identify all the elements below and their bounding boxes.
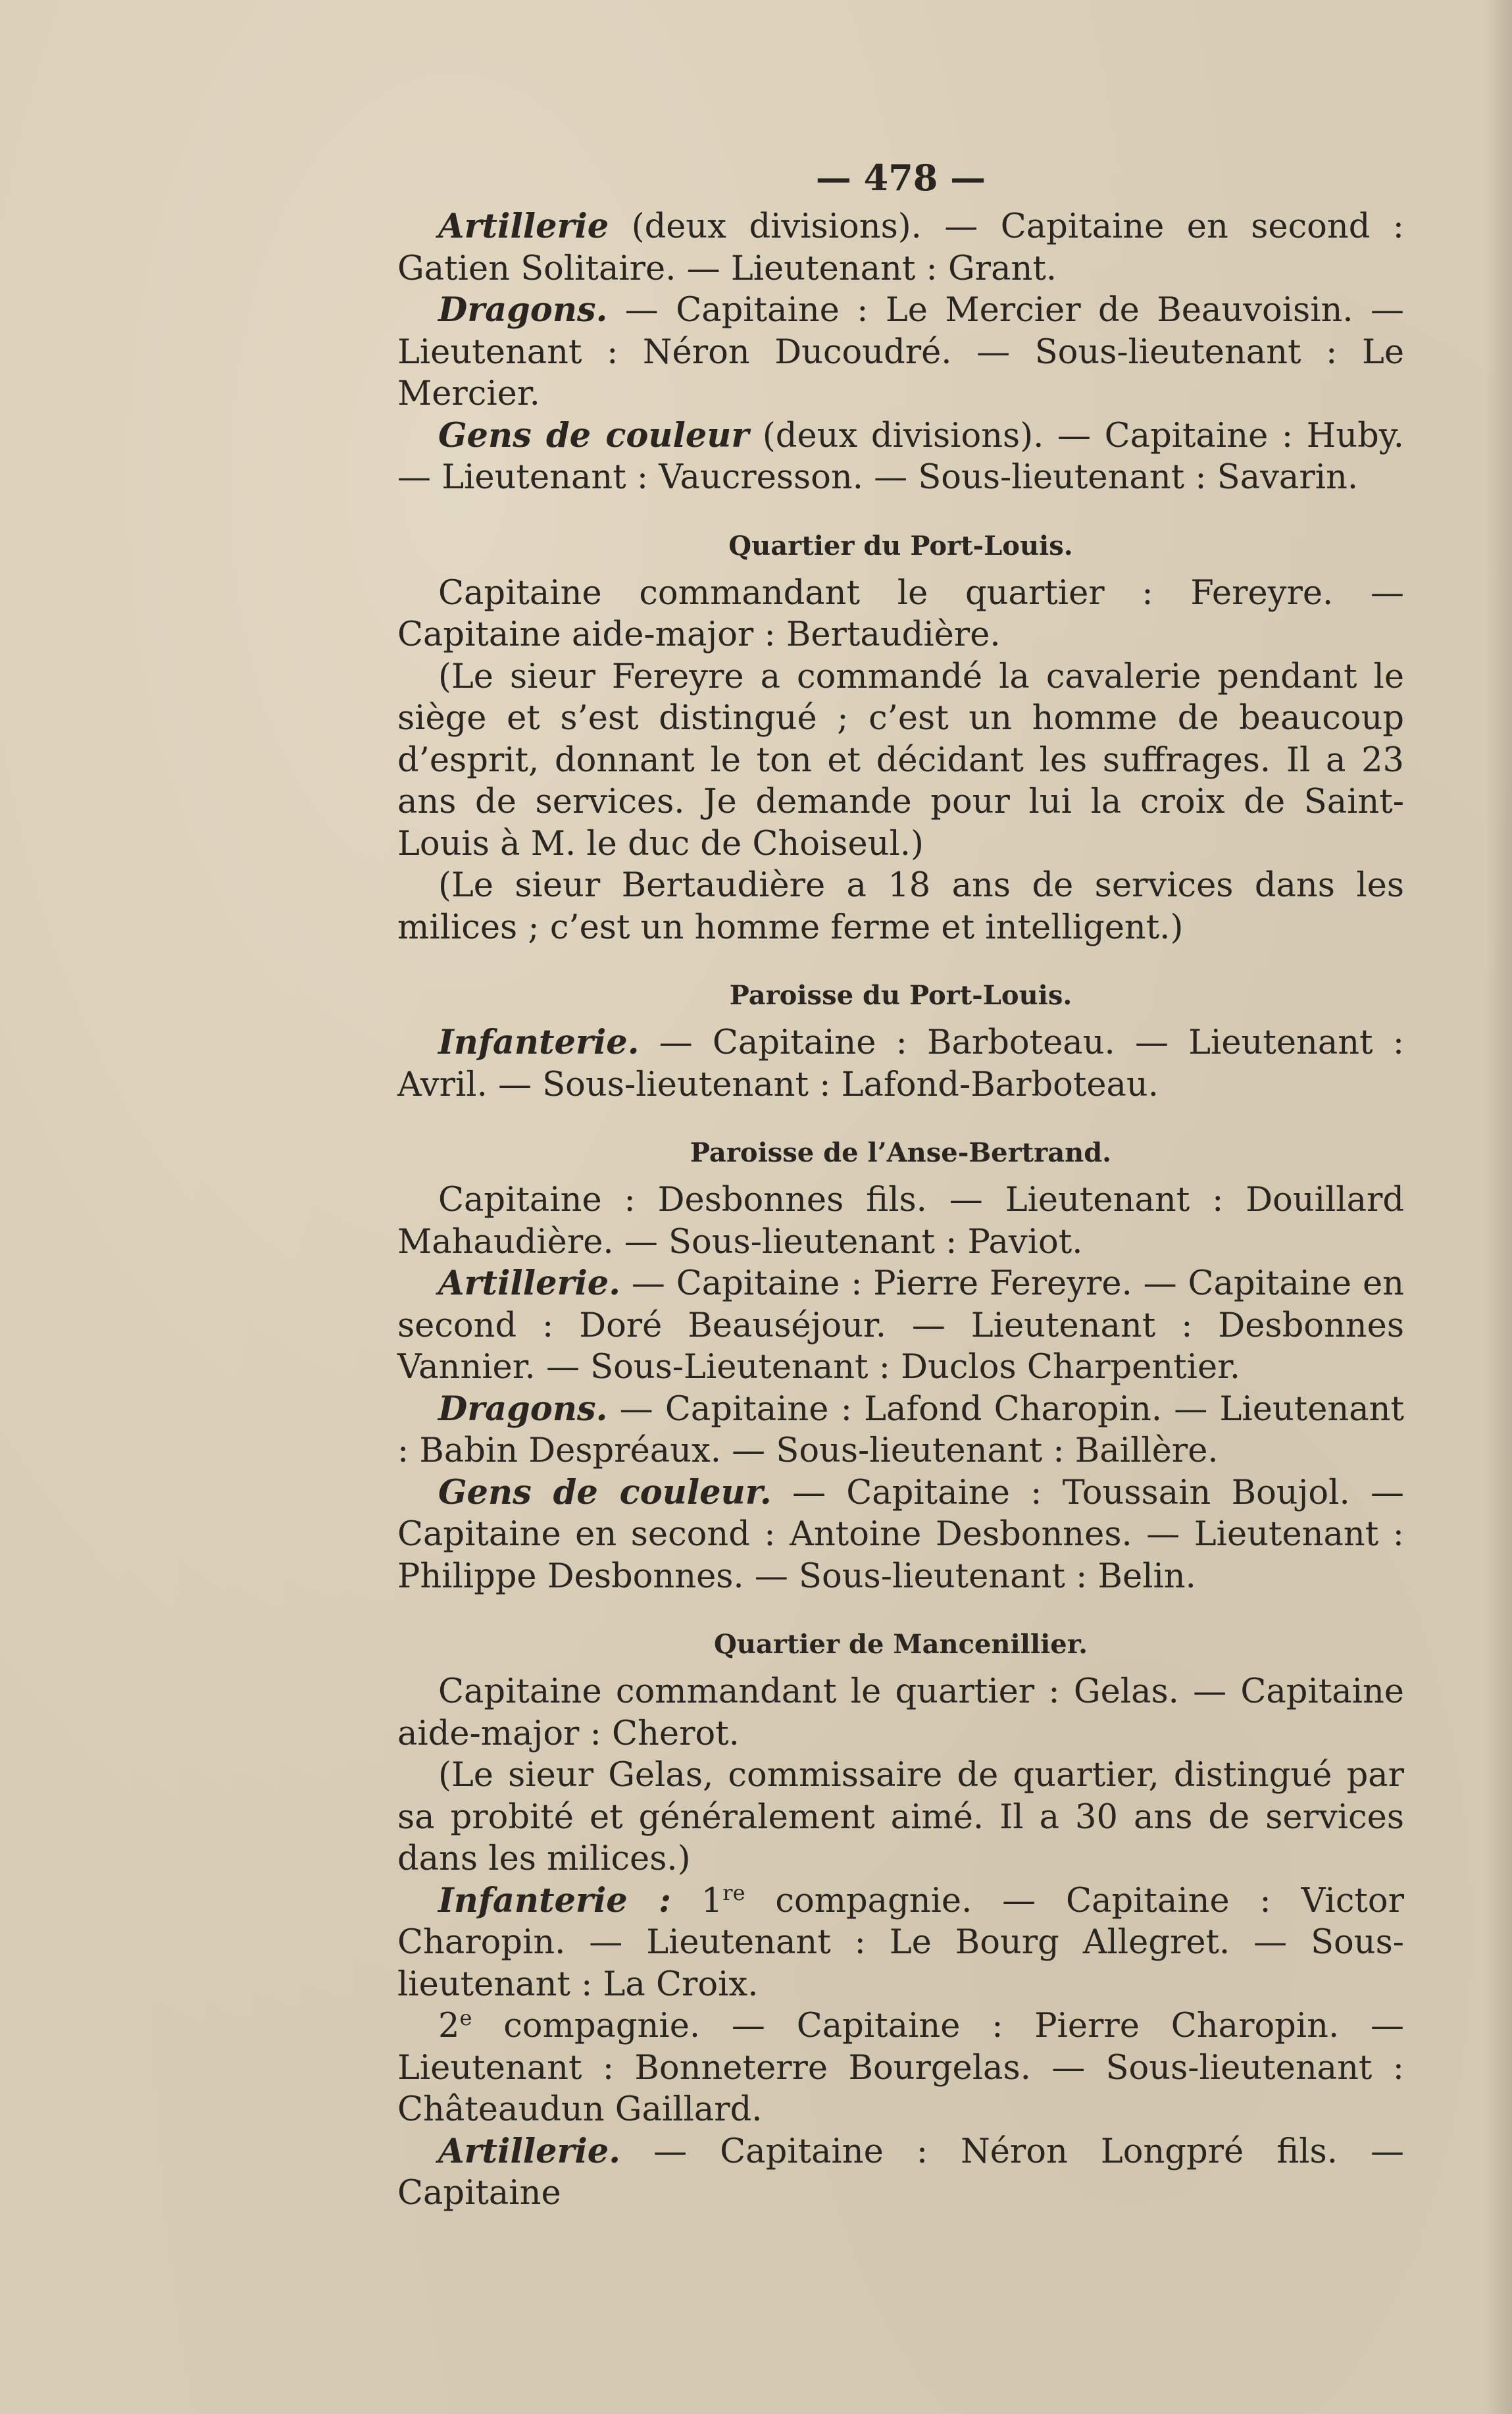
lead-term: Artillerie.	[438, 2131, 621, 2171]
lead-term: Infanterie :	[438, 1880, 671, 1920]
lead-term: Artillerie	[438, 207, 609, 246]
paragraph-text: compagnie. — Capitaine : Victor Charopin. — Lieutenant : Le Bourg Allegret. — Sous-lieutenant : La Croix.	[397, 1881, 1404, 2004]
paragraph-text: — Capitaine : Lafond Charopin. — Lieutenant : Babin Despréaux. — Sous-lieutenant : Baillère.	[397, 1389, 1404, 1470]
paragraph-infanterie-port-louis	[397, 1022, 1404, 1106]
heading-quartier-port-louis: Quartier du Port-Louis.	[728, 530, 1073, 561]
paragraph-artillerie-2	[397, 1263, 1404, 1389]
text-block	[397, 155, 1404, 2215]
paragraph-bertaudiere-note: (Le sieur Bertaudière a 18 ans de services dans les milices ; c’est un homme ferme et intelligent.)	[397, 866, 1404, 947]
paragraph-text: — Capitaine : Barboteau. — Lieutenant : Avril. — Sous-lieutenant : Lafond-Barboteau.	[397, 1023, 1404, 1104]
page-number: — 478 —	[815, 157, 986, 199]
paragraph-text: (deux divisions). — Capitaine : Huby. — Lieutenant : Vaucresson. — Sous-lieutenant : Savarin.	[397, 416, 1404, 497]
ordinal-number: 2	[438, 2007, 460, 2045]
ordinal-suffix: e	[459, 2005, 472, 2030]
paragraph-text: — Capitaine : Le Mercier de Beauvoisin. — Lieutenant : Néron Ducoudré. — Sous-lieutenant : Le Mercier.	[397, 291, 1404, 413]
lead-term: Artillerie.	[438, 1264, 621, 1303]
paragraph-anse-bertrand-officers: Capitaine : Desbonnes fils. — Lieutenant : Douillard Mahaudière. — Sous-lieutenant : Paviot.	[397, 1181, 1404, 1262]
paragraph-gens-de-couleur-2	[397, 1472, 1404, 1598]
paragraph-dragons-1	[397, 290, 1404, 415]
paragraph-text: — Capitaine : Toussain Boujol. — Capitaine en second : Antoine Desbonnes. — Lieutenant : Philippe Desbonnes. — Sous-lieutenant : Belin.	[397, 1473, 1404, 1596]
lead-term: Infanterie.	[438, 1023, 640, 1062]
lead-term: Gens de couleur	[438, 415, 749, 455]
lead-term: Dragons.	[438, 1389, 608, 1429]
paragraph-gens-de-couleur-1	[397, 415, 1404, 499]
heading-paroisse-anse-bertrand: Paroisse de l’Anse-Bertrand.	[690, 1137, 1112, 1168]
heading-paroisse-port-louis: Paroisse du Port-Louis.	[729, 980, 1072, 1011]
paragraph-port-louis-officers: Capitaine commandant le quartier : Fereyre. — Capitaine aide-major : Bertaudière.	[397, 573, 1404, 654]
lead-term: Gens de couleur.	[438, 1472, 772, 1512]
heading-quartier-mancenillier: Quartier de Mancenillier.	[713, 1629, 1088, 1660]
paragraph-text: — Capitaine : Pierre Fereyre. — Capitaine en second : Doré Beauséjour. — Lieutenant : Desbonnes Vannier. — Sous-Lieutenant : Duclos Charpentier.	[397, 1264, 1404, 1387]
paragraph-gelas-note: (Le sieur Gelas, commissaire de quartier, distingué par sa probité et généralement aimé. Il a 30 ans de services dans les milices.)	[397, 1756, 1404, 1878]
lead-term: Dragons.	[438, 290, 608, 330]
paragraph-text: — Capitaine : Néron Longpré fils. — Capitaine	[397, 2132, 1404, 2213]
paragraph-compagnie-2	[397, 2005, 1404, 2131]
paragraph-text: compagnie. — Capitaine : Pierre Charopin. — Lieutenant : Bonneterre Bourgelas. — Sous-lieutenant : Châteaudun Gaillard.	[397, 2007, 1404, 2129]
paragraph-mancenillier-officers: Capitaine commandant le quartier : Gelas. — Capitaine aide-major : Cherot.	[397, 1672, 1404, 1753]
paragraph-fereyre-note: (Le sieur Fereyre a commandé la cavalerie pendant le siège et s’est distingué ; c’est un homme de beaucoup d’esprit, donnant le ton et décidant les suffrages. Il a 23 ans de services. Je demande pour lui la croix de Saint-Louis à M. le duc de Choiseul.)	[397, 657, 1404, 863]
paragraph-text: (deux divisions). — Capitaine en second : Gatien Solitaire. — Lieutenant : Grant.	[397, 207, 1404, 288]
paragraph-dragons-2	[397, 1389, 1404, 1472]
page-edge-shadow	[1486, 0, 1512, 2414]
paragraph-infanterie-compagnie-1	[397, 1880, 1404, 2006]
paragraph-artillerie-3	[397, 2131, 1404, 2215]
ordinal-suffix: re	[722, 1880, 745, 1905]
ordinal-number: 1	[701, 1881, 723, 1920]
paragraph-artillerie-1	[397, 206, 1404, 290]
